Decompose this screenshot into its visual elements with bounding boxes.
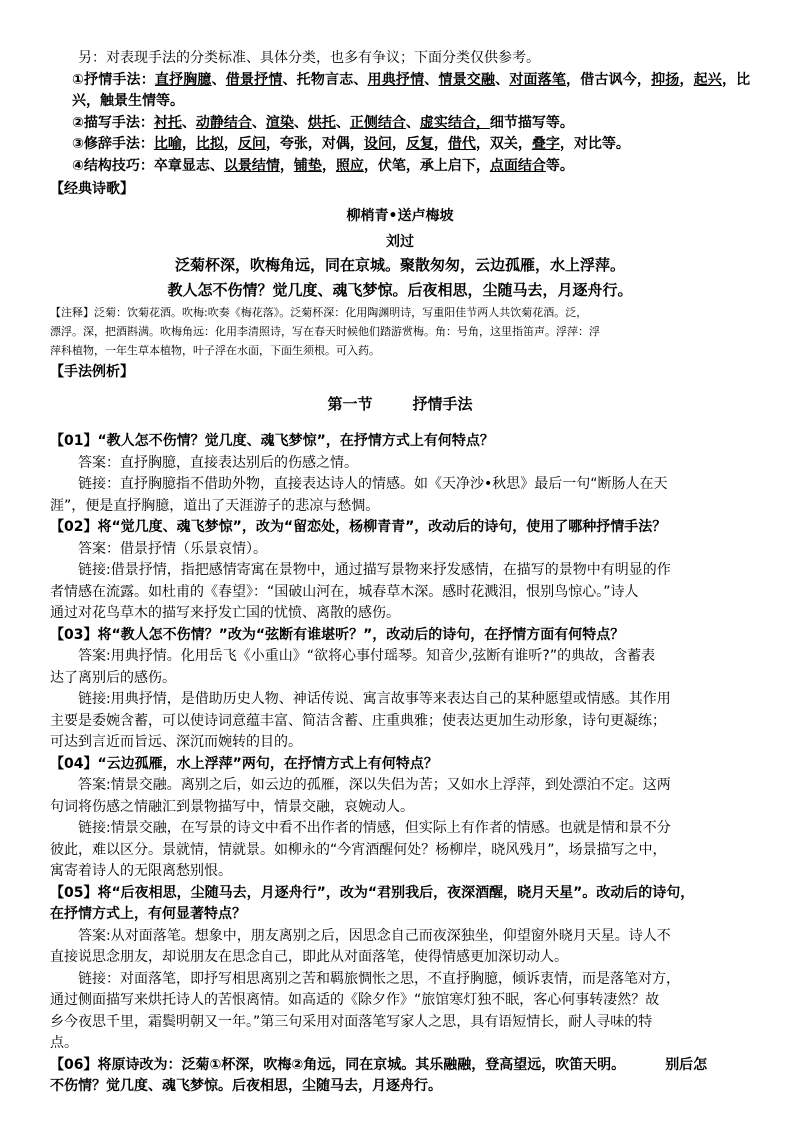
question-text: 【06】将原诗改为：泛菊①杯深，吹梅②角远，同在京城。其乐融融，登高望远，吹笛天明。 (50, 1056, 626, 1073)
term-text: 等。 (545, 157, 574, 174)
category-items (154, 158, 574, 174)
poem-line: 教人怎不伤情？觉几度、魂飞梦惊。后夜相思，尘随马去，月逐舟行。 (167, 280, 633, 299)
term-text: ， (679, 71, 694, 88)
term-text: 、 (251, 114, 266, 131)
underlined-term: 借景抒情 (225, 71, 283, 88)
underlined-term: 渲染 (265, 114, 294, 131)
term-text: ， (433, 136, 448, 152)
term-text: ，夸张，对偶， (265, 136, 364, 152)
link-text: 链接:情景交融，在写景的诗文中看不出作者的情感，但实际上有作者的情感。也就是情和景不分 (78, 820, 671, 836)
term-text: ， (279, 157, 294, 174)
term-text: ，对比等。 (559, 136, 630, 152)
link-text: 链接:借景抒情，指把感情寄寓在景物中，通过描写景物来抒发感情，在描写的景物中有明显的作 (78, 562, 671, 578)
poem-author: 刘过 (386, 233, 414, 250)
poem-line: 泛菊杯深，吹梅角远，同在京城。聚散匆匆，云边孤雁，水上浮萍。 (174, 255, 625, 274)
link-text: 点。 (50, 1035, 78, 1051)
document-page (50, 48, 750, 1098)
answer-text: 答案:情景交融。离别之后，如云边的孤雁，深以失侣为苦；又如水上浮萍，到处漂泊不定。这两 (78, 777, 671, 793)
question-title: 【02】将“觉几度、魂飞梦惊”，改为“留恋处，杨柳青青”，改动后的诗句，使用了哪种抒情手法？ (50, 519, 667, 535)
answer-text: 答案：直抒胸臆，直接表达别后的伤感之情。 (78, 454, 358, 471)
chapter-number: 第一节 (327, 395, 373, 413)
link-text: 寓寄着诗人的无限离愁别恨。 (50, 863, 232, 879)
link-text: 者情感在流露。如杜甫的《春望》：“国破山河在，城春草木深。感时花溅泪，恨别鸟惊心。”诗人 (50, 583, 639, 600)
term-text: 、托物言志、 (282, 71, 368, 88)
intro-text: 另：对表现手法的分类标准、具体分类，也多有争议；下面分类仅供参考。 (78, 50, 540, 66)
question-title (50, 1055, 750, 1077)
term-text: 、 (495, 71, 510, 88)
term-text: ， (181, 136, 196, 152)
term-text: 、 (293, 114, 308, 131)
answer-text: 答案:用典抒情。化用岳飞《小重山》“欲将心事付瑶琴。知音少,弦断有谁听?”的典故，含蓄表 (78, 648, 656, 664)
link-text: 可达到言近而旨远、深沉而婉转的目的。 (50, 734, 302, 750)
underlined-term: 正侧结合 (349, 114, 406, 131)
category-rhetoric (50, 134, 750, 156)
term-text: 细节描写等。 (489, 114, 574, 131)
term-text: ，比兴，触景生情等。 (72, 71, 751, 109)
term-text: ，借古讽今， (566, 71, 652, 88)
underlined-term: 借代 (447, 136, 476, 152)
underlined-term: 以景结情 (223, 157, 280, 174)
term-text: 、 (211, 71, 226, 88)
link-text: 彼此，难以区分。景就情，情就景。如柳永的“今宵酒醒何处？杨柳岸，晓风残月”，场景描写之中， (50, 841, 667, 858)
underlined-term: 对面落笔 (509, 71, 567, 88)
category-label: ③修辞手法： (72, 136, 154, 152)
term-text: 、 (424, 71, 439, 88)
underlined-term: 比拟 (195, 136, 224, 152)
term-text: 卒章显志、 (153, 157, 224, 174)
notes-line: 【注释】泛菊：饮菊花酒。吹梅:吹奏《梅花落》。泛菊杯深：化用陶渊明诗，写重阳佳节两人共饮菊花酒。泛， (50, 305, 588, 319)
category-label: ④结构技巧： (72, 157, 154, 174)
question-text: 别后怎 (665, 1056, 708, 1073)
category-label: ②描写手法： (72, 114, 154, 131)
underlined-term: 反问 (237, 136, 266, 152)
term-text: ，伏笔，承上启下， (363, 157, 490, 174)
link-text: 通过对花鸟草木的描写来抒发亡国的忧愤、离散的感伤。 (50, 605, 400, 621)
underlined-term: 铺垫 (293, 157, 322, 174)
notes-line: 萍科植物，一年生草本植物，叶子浮在水面，下面生须根。可入药。 (50, 343, 380, 357)
question-title: 【04】“云边孤雁，水上浮萍”两句，在抒情方式上有何特点？ (50, 755, 438, 772)
link-text: 链接：直抒胸臆指不借助外物，直接表达诗人的情感。如《天净沙•秋思》最后一句“断肠人在天 (78, 476, 668, 492)
category-items (154, 115, 574, 131)
answer-text: 达了离别后的感伤。 (50, 669, 176, 686)
link-text: 乡今夜思千里，霜鬓明朝又一年。”第三句采用对面落笔写家人之思，具有语短情长，耐人寻味的特 (50, 1013, 653, 1030)
underlined-term: 反复 (405, 136, 434, 152)
underlined-term: 抑扬 (651, 71, 680, 88)
category-items (72, 72, 750, 110)
category-lyric (50, 70, 750, 113)
underlined-term: 叠字 (531, 136, 560, 152)
notes-line: 漂浮。深，把酒斟满。吹梅角远：化用李清照诗，写在春天时候他们踏游赏梅。角：号角，这里指笛声。浮萍：浮 (50, 324, 600, 338)
term-text: ，双关， (475, 136, 532, 152)
underlined-term: 烘托 (307, 114, 336, 131)
underlined-term: 直抒胸臆 (154, 71, 212, 88)
term-text: ， (223, 136, 238, 152)
chapter-title: 抒情手法 (412, 395, 473, 413)
term-text: ， (391, 136, 406, 152)
link-text: 链接：对面落笔，即抒写相思离别之苦和羁旅惆怅之思，不直抒胸臆，倾诉衷情，而是落笔对方， (78, 970, 680, 987)
answer-text: 直接说思念朋友，却说朋友在思念自己，即此从对面落笔，使得情感更加深切动人。 (50, 949, 568, 965)
underlined-term: 用典抒情 (367, 71, 425, 88)
underlined-term: 照应 (335, 157, 364, 174)
term-text: ， (321, 157, 336, 174)
link-text: 通过侧面描写来烘托诗人的苦恨离情。如高适的《除夕作》“旅馆寒灯独不眠，客心何事转凄然？故 (50, 992, 660, 1008)
underlined-term: 起兴 (693, 71, 722, 88)
section-heading-poems: 【经典诗歌】 (50, 181, 134, 197)
category-structure (50, 156, 750, 178)
question-title: 【01】“教人怎不伤情？觉几度、魂飞梦惊”，在抒情方式上有何特点？ (50, 433, 494, 449)
underlined-term: 虚实结合， (419, 114, 490, 131)
term-text: 、 (181, 114, 196, 131)
answer-text: 答案:从对面落笔。想象中，朋友离别之后，因思念自己而夜深独坐，仰望窗外晓月天星。诗人不 (78, 927, 671, 944)
link-text: 主要是委婉含蓄，可以使诗词意蕴丰富、简洁含蓄、庄重典雅；使表达更加生动形象，诗句更凝练； (50, 712, 666, 729)
underlined-term: 衬托 (153, 114, 182, 131)
question-title: 【05】将“后夜相思，尘随马去，月逐舟行”，改为“君别我后，夜深酒醒，晓月天星”。改动后的诗句， (50, 884, 695, 901)
term-text: 、 (335, 114, 350, 131)
answer-text: 句词将伤感之情融汇到景物描写中，情景交融，哀婉动人。 (50, 798, 414, 815)
link-text: 涯”，便是直抒胸臆，道出了天涯游子的悲凉与愁惆。 (50, 497, 380, 514)
question-title: 不伤情？觉几度、魂飞梦惊。后夜相思，尘随马去，月逐舟行。 (50, 1078, 442, 1094)
chapter-heading (50, 391, 750, 417)
category-label: ①抒情手法： (72, 71, 155, 88)
category-items (154, 136, 630, 152)
underlined-term: 比喻 (153, 136, 182, 152)
answer-text: 答案：借景抒情（乐景哀情）。 (78, 540, 267, 557)
link-text: 链接:用典抒情，是借助历史人物、神话传说、寓言故事等来表达自己的某种愿望或情感。其作用 (78, 691, 671, 707)
poem-title: 柳梢青•送卢梅坡 (346, 207, 454, 224)
underlined-term: 点面结合 (489, 157, 546, 174)
section-heading-analysis: 【手法例析】 (50, 363, 134, 380)
underlined-term: 设问 (363, 136, 392, 152)
underlined-term: 情景交融 (438, 71, 496, 88)
term-text: 、 (405, 114, 420, 131)
question-title: 在抒情方式上，有何显著特点？ (50, 906, 246, 922)
question-title: 【03】将“教人怎不伤情？”改为“弦断有谁堪听？”，改动后的诗句，在抒情方面有何特点？ (50, 626, 625, 643)
underlined-term: 动静结合 (195, 114, 252, 131)
category-description (50, 113, 750, 135)
